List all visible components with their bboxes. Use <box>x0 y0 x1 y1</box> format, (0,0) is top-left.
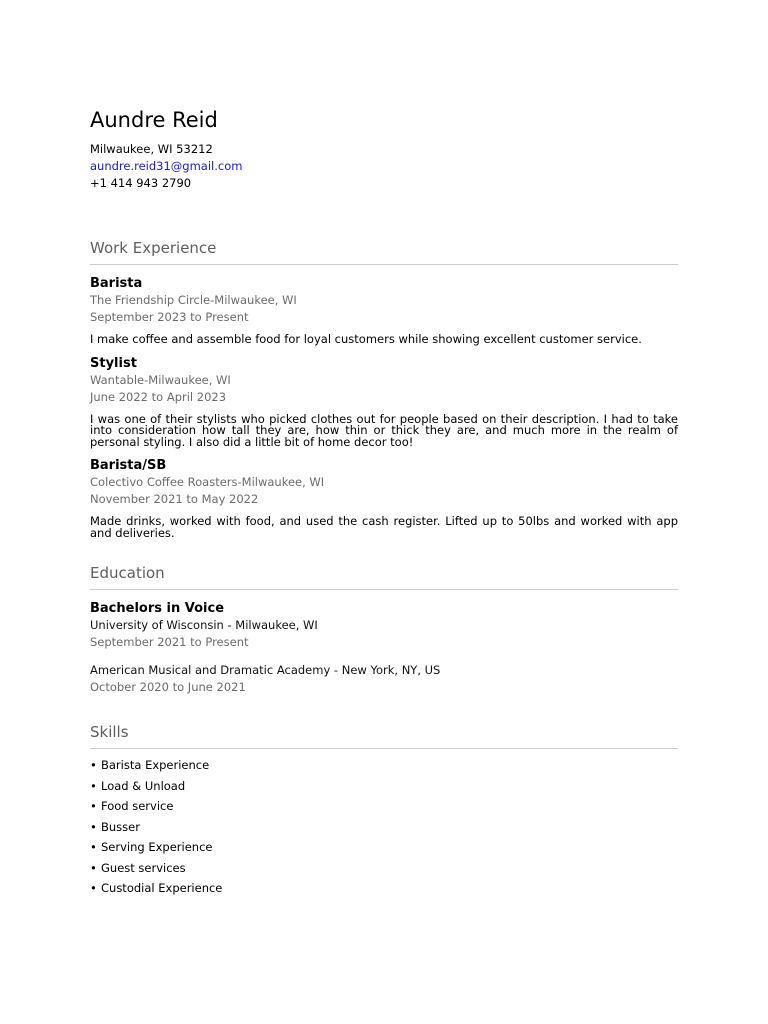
job-description: Made drinks, worked with food, and used the cash register. Lifted up to 50lbs and worked with app and deliveries. <box>90 514 678 540</box>
education-school: University of Wisconsin - Milwaukee, WI <box>90 618 318 632</box>
job-description: I make coffee and assemble food for loyal customers while showing excellent customer service. <box>90 332 642 346</box>
location-text: Milwaukee, WI 53212 <box>90 142 213 156</box>
education-dates: October 2020 to June 2021 <box>90 680 246 694</box>
skill-item <box>90 755 678 776</box>
skill-label: Custodial Experience <box>101 881 223 895</box>
job-company: Wantable <box>90 372 145 387</box>
skills-list <box>90 755 678 899</box>
work-experience-section <box>90 238 678 539</box>
education-section <box>90 563 678 696</box>
bullet-icon: • <box>90 799 97 813</box>
job-entry <box>90 355 678 449</box>
bullet-icon: • <box>90 881 97 895</box>
education-school: American Musical and Dramatic Academy - New York, NY, US <box>90 663 441 677</box>
job-location: Milwaukee, WI <box>214 293 297 307</box>
phone-text: +1 414 943 2790 <box>90 176 192 190</box>
education-entry <box>90 600 678 651</box>
job-entry <box>90 275 678 346</box>
skill-item <box>90 858 678 879</box>
skill-item <box>90 878 678 899</box>
skill-label: Guest services <box>101 860 186 875</box>
skill-label: Load & Unload <box>101 778 186 793</box>
skill-label: Food service <box>101 799 174 813</box>
resume-page <box>90 107 678 899</box>
skill-item <box>90 796 678 817</box>
bullet-icon: • <box>90 778 97 793</box>
skill-label: Serving Experience <box>101 840 213 854</box>
job-company-location: The Friendship Circle-Milwaukee, WI <box>90 293 297 307</box>
job-company-location: Wantable-Milwaukee, WI <box>90 372 231 387</box>
job-company: Colectivo Coffee Roasters <box>90 475 238 489</box>
job-location: Milwaukee, WI <box>241 475 325 489</box>
education-entry <box>90 662 678 696</box>
email-link[interactable]: aundre.reid31@gmail.com <box>90 159 243 173</box>
work-experience-heading: Work Experience <box>90 238 678 265</box>
job-dates: June 2022 to April 2023 <box>90 389 227 404</box>
job-dates: September 2023 to Present <box>90 310 249 324</box>
skill-item <box>90 817 678 838</box>
job-description: I was one of their stylists who picked clothes out for people based on their description. I had to take into consideration how tall they are, how thin or thick they are, and much more in the realm of personal styling. I also did a little bit of home decor too! <box>90 411 678 449</box>
skill-label: Barista Experience <box>101 758 210 772</box>
skill-label: Busser <box>101 819 140 834</box>
job-entry <box>90 457 678 539</box>
education-degree: Bachelors in Voice <box>90 601 225 616</box>
job-company: The Friendship Circle <box>90 293 211 307</box>
skills-heading: Skills <box>90 722 678 749</box>
bullet-icon: • <box>90 840 97 854</box>
education-dates: September 2021 to Present <box>90 635 249 649</box>
bullet-icon: • <box>90 860 97 875</box>
job-title: Barista <box>90 276 143 291</box>
job-company-location: Colectivo Coffee Roasters-Milwaukee, WI <box>90 475 325 489</box>
education-heading: Education <box>90 563 678 590</box>
job-title: Barista/SB <box>90 458 167 473</box>
resume-header <box>90 107 678 192</box>
candidate-name: Aundre Reid <box>90 108 218 132</box>
skill-item <box>90 837 678 858</box>
skill-item <box>90 776 678 797</box>
job-location: Milwaukee, WI <box>148 372 231 387</box>
job-title: Stylist <box>90 355 137 371</box>
bullet-icon: • <box>90 819 97 834</box>
job-dates: November 2021 to May 2022 <box>90 492 259 506</box>
bullet-icon: • <box>90 758 97 772</box>
skills-section <box>90 722 678 899</box>
